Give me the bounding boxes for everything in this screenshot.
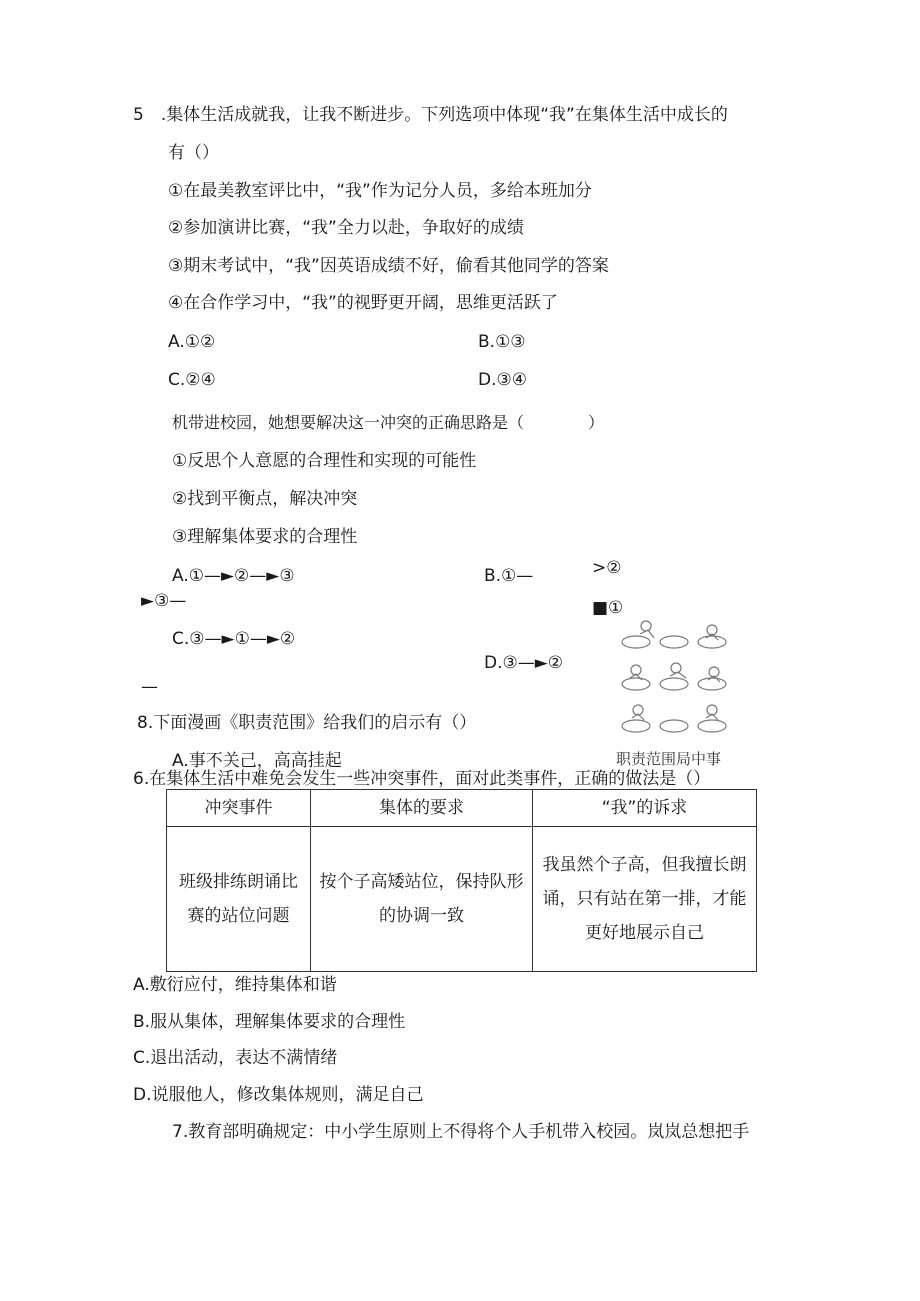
comic-caption: 职责范围局中事 [616,750,722,768]
q5-item-1: ①在最美教室评比中，“我”作为记分人员，多给本班加分 [168,181,592,201]
q8-option-a: A.事不关己，高高挂起 [172,751,342,771]
q7-item-3: ③理解集体要求的合理性 [172,527,358,547]
table-cell: 我虽然个子高，但我擅长朗诵，只有站在第一排，才能更好地展示自己 [533,827,757,972]
q5-option-b: B.①③ [478,332,526,352]
q7-item-2: ②找到平衡点，解决冲突 [172,489,358,509]
table-header: 冲突事件 [167,790,311,827]
q7-option-d: D.③—►② [484,653,564,673]
table-header: “我”的诉求 [533,790,757,827]
q7-cont-stem: 机带进校园，她想要解决这一冲突的正确思路是（ ） [172,413,605,432]
q5-stem-line1: 5 .集体生活成就我，让我不断进步。下列选项中体现“我”在集体生活中成长的 [133,105,728,125]
q5-option-a: A.①② [168,332,216,352]
table-header: 集体的要求 [311,790,533,827]
q5-option-c: C.②④ [168,370,216,390]
q7-option-b-tail1: >② [592,558,622,578]
conflict-table [166,789,757,972]
q6-stem: 6.在集体生活中难免会发生一些冲突事件，面对此类事件，正确的做法是（） [133,769,711,789]
q6-option-a: A.敷衍应付，维持集体和谐 [133,975,337,995]
q6-option-d: D.说服他人，修改集体规则，满足自己 [133,1085,424,1105]
q7-option-b-tail3: ■① [592,598,624,618]
q7-option-d-tail: — [141,677,158,697]
q7-option-c: C.③—►①—►② [172,629,296,649]
q7-stem: 7.教育部明确规定：中小学生原则上不得将个人手机带入校园。岚岚总想把手 [172,1122,750,1142]
table-header-row [167,790,757,827]
table-row [167,827,757,972]
table-cell: 班级排练朗诵比赛的站位问题 [167,827,311,972]
q5-option-d: D.③④ [478,370,527,390]
q7-item-1: ①反思个人意愿的合理性和实现的可能性 [172,451,477,471]
q7-option-b: B.①— [484,566,534,586]
q5-item-4: ④在合作学习中，“我”的视野更开阔，思维更活跃了 [168,293,558,313]
q5-item-2: ②参加演讲比赛，“我”全力以赴，争取好的成绩 [168,218,524,238]
q7-option-a: A.①—►②—►③ [172,566,295,586]
q6-option-b: B.服从集体，理解集体要求的合理性 [133,1012,406,1032]
q5-stem-line2: 有（） [168,143,219,163]
comic-illustration [616,618,734,768]
table-cell: 按个子高矮站位，保持队形的协调一致 [311,827,533,972]
q7-option-b-tail2: ►③— [141,591,187,611]
q5-item-3: ③期末考试中，“我”因英语成绩不好，偷看其他同学的答案 [168,256,609,276]
q8-stem: 8.下面漫画《职责范围》给我们的启示有（） [137,713,477,733]
q6-option-c: C.退出活动，表达不满情绪 [133,1048,338,1068]
